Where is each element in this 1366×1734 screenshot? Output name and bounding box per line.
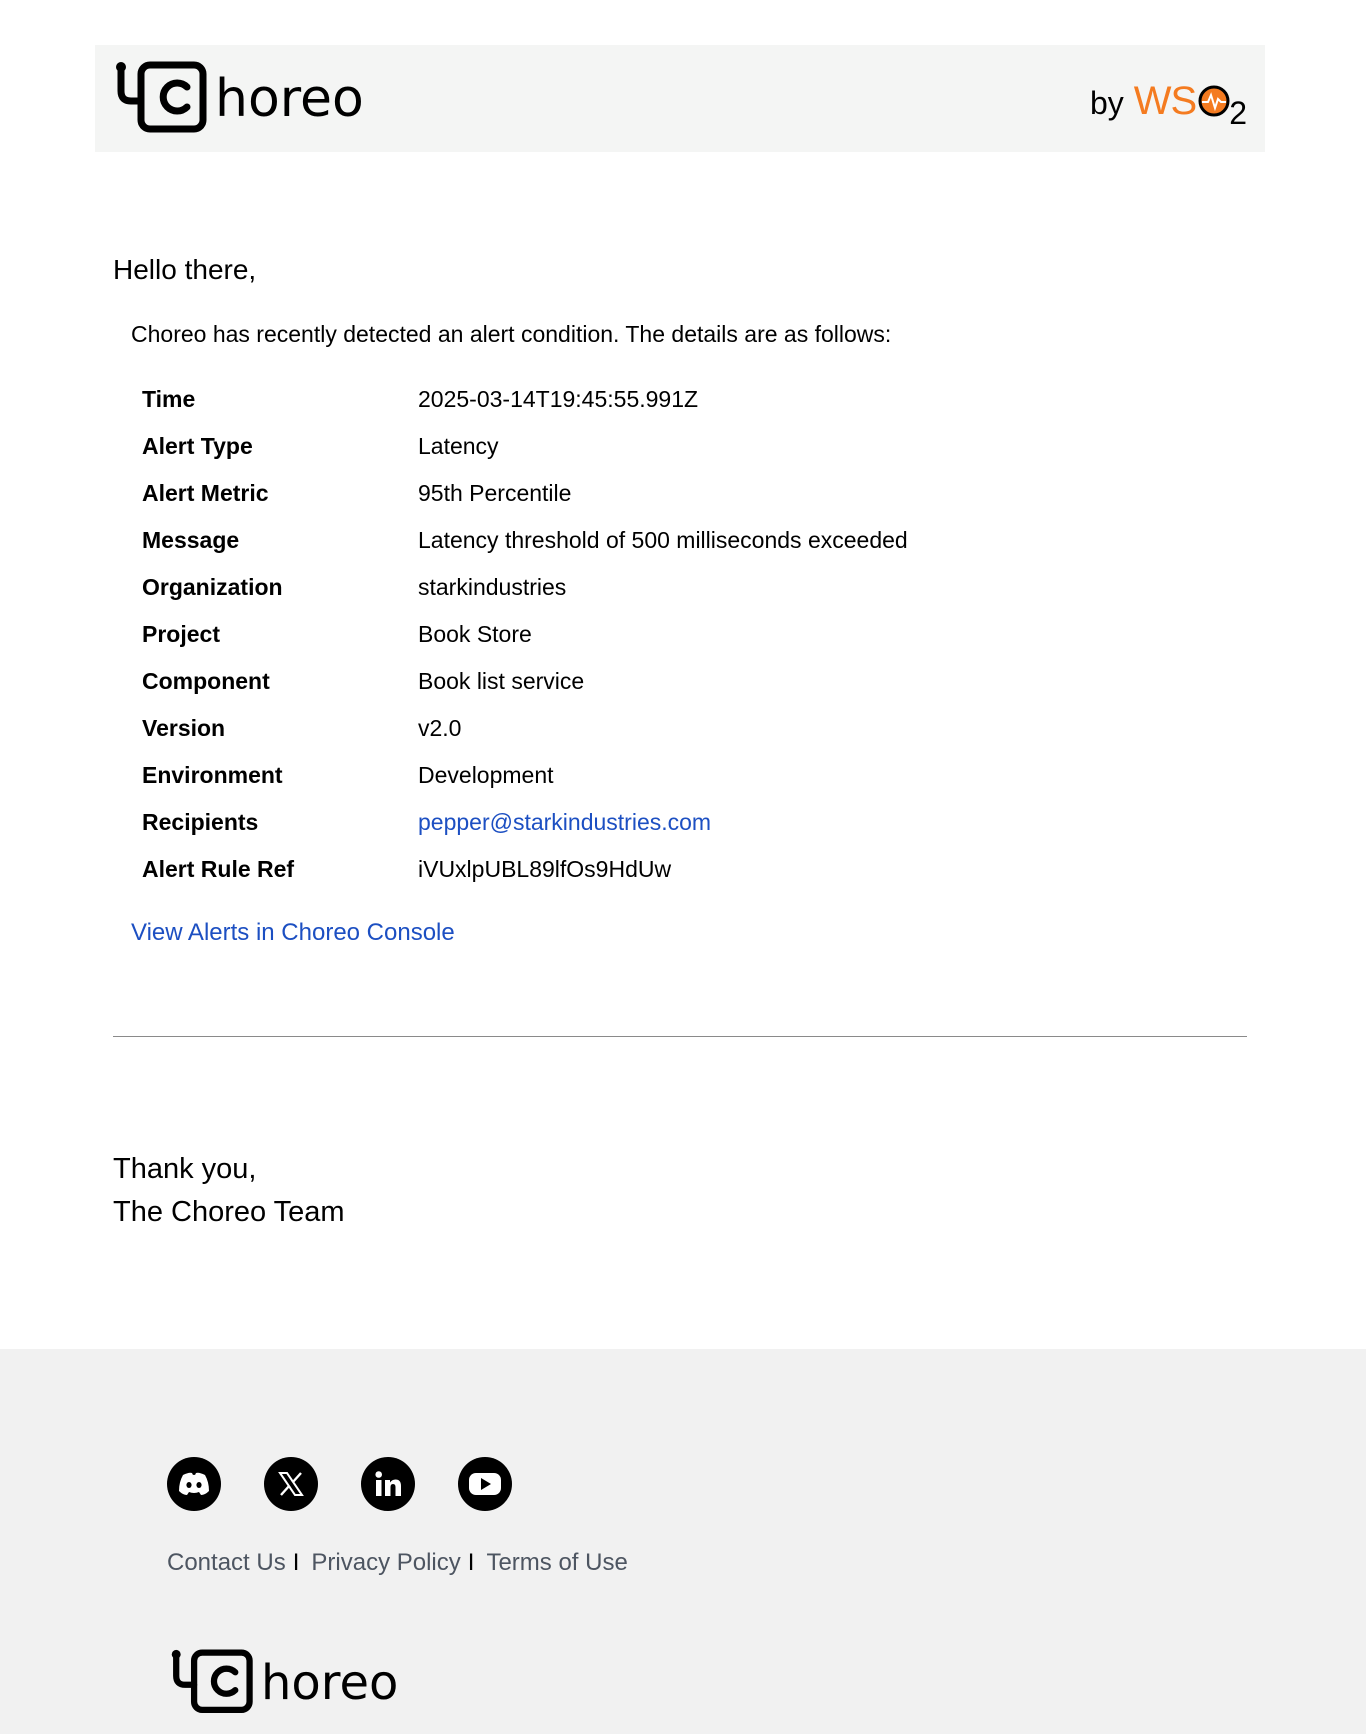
- detail-label: Organization: [142, 573, 283, 600]
- detail-value: Book Store: [418, 620, 532, 647]
- linkedin-icon[interactable]: [361, 1457, 415, 1511]
- email-header: [95, 45, 1265, 152]
- detail-row-time: [142, 375, 908, 422]
- detail-label: Message: [142, 526, 240, 553]
- wso2-2-text: 2: [1229, 95, 1247, 131]
- detail-label: Time: [142, 385, 196, 412]
- view-alerts-console-link[interactable]: View Alerts in Choreo Console: [131, 919, 455, 946]
- privacy-policy-link[interactable]: Privacy Policy: [311, 1549, 461, 1576]
- detail-row-project: [142, 610, 908, 657]
- email-footer: [0, 1349, 1366, 1734]
- detail-value: starkindustries: [418, 573, 567, 600]
- detail-label: Recipients: [142, 808, 259, 835]
- detail-value: Development: [418, 761, 554, 788]
- footer-links: [167, 1548, 628, 1578]
- detail-row-alert-type: [142, 422, 908, 469]
- wso2-ws-text: WS: [1133, 79, 1197, 123]
- discord-icon[interactable]: [167, 1457, 221, 1511]
- youtube-icon[interactable]: [458, 1457, 512, 1511]
- detail-value: Latency threshold of 500 milliseconds exceeded: [418, 526, 908, 553]
- choreo-logo: [111, 61, 364, 137]
- detail-row-alert-rule-ref: [142, 845, 908, 892]
- detail-value: Book list service: [418, 667, 585, 694]
- x-icon[interactable]: [264, 1457, 318, 1511]
- choreo-logo-text: horeo: [215, 69, 364, 129]
- recipient-email-link[interactable]: pepper@starkindustries.com: [418, 808, 712, 835]
- social-links: [167, 1457, 512, 1511]
- detail-label: Environment: [142, 761, 283, 788]
- wso2-brand: [1089, 79, 1247, 131]
- signoff-team: The Choreo Team: [113, 1196, 345, 1228]
- detail-value: [418, 798, 908, 845]
- detail-label: Component: [142, 667, 270, 694]
- signoff-thanks: Thank you,: [113, 1153, 257, 1185]
- greeting: Hello there,: [113, 254, 257, 285]
- intro-text: Choreo has recently detected an alert condition. The details are as follows:: [131, 321, 892, 347]
- contact-us-link[interactable]: Contact Us: [167, 1549, 286, 1576]
- detail-value: Latency: [418, 432, 499, 459]
- link-separator: I: [467, 1549, 475, 1576]
- detail-row-component: [142, 657, 908, 704]
- divider: [113, 1036, 1247, 1037]
- detail-row-environment: [142, 751, 908, 798]
- link-separator: I: [292, 1549, 300, 1576]
- detail-value: 95th Percentile: [418, 479, 572, 506]
- detail-value: 2025-03-14T19:45:55.991Z: [418, 385, 699, 412]
- terms-of-use-link[interactable]: Terms of Use: [486, 1549, 628, 1576]
- choreo-logo-mark-icon: [111, 61, 211, 137]
- detail-row-alert-metric: [142, 469, 908, 516]
- detail-value: iVUxlpUBL89lfOs9HdUw: [418, 855, 672, 882]
- detail-label: Version: [142, 714, 226, 741]
- detail-label: Alert Rule Ref: [142, 855, 295, 882]
- by-label: by: [1089, 85, 1124, 121]
- detail-label: Alert Metric: [142, 479, 269, 506]
- choreo-logo-text: horeo: [261, 1655, 399, 1711]
- detail-value: v2.0: [418, 714, 462, 741]
- detail-row-message: [142, 516, 908, 563]
- choreo-footer-logo: [167, 1649, 398, 1717]
- detail-row-version: [142, 704, 908, 751]
- detail-row-recipients: [142, 798, 908, 845]
- signoff: [113, 1148, 345, 1234]
- choreo-logo-mark-icon: [167, 1649, 257, 1717]
- detail-label: Project: [142, 620, 220, 647]
- wso2-o-icon: [1197, 84, 1231, 118]
- alert-details-table: [142, 375, 908, 892]
- detail-label: Alert Type: [142, 432, 253, 459]
- detail-row-organization: [142, 563, 908, 610]
